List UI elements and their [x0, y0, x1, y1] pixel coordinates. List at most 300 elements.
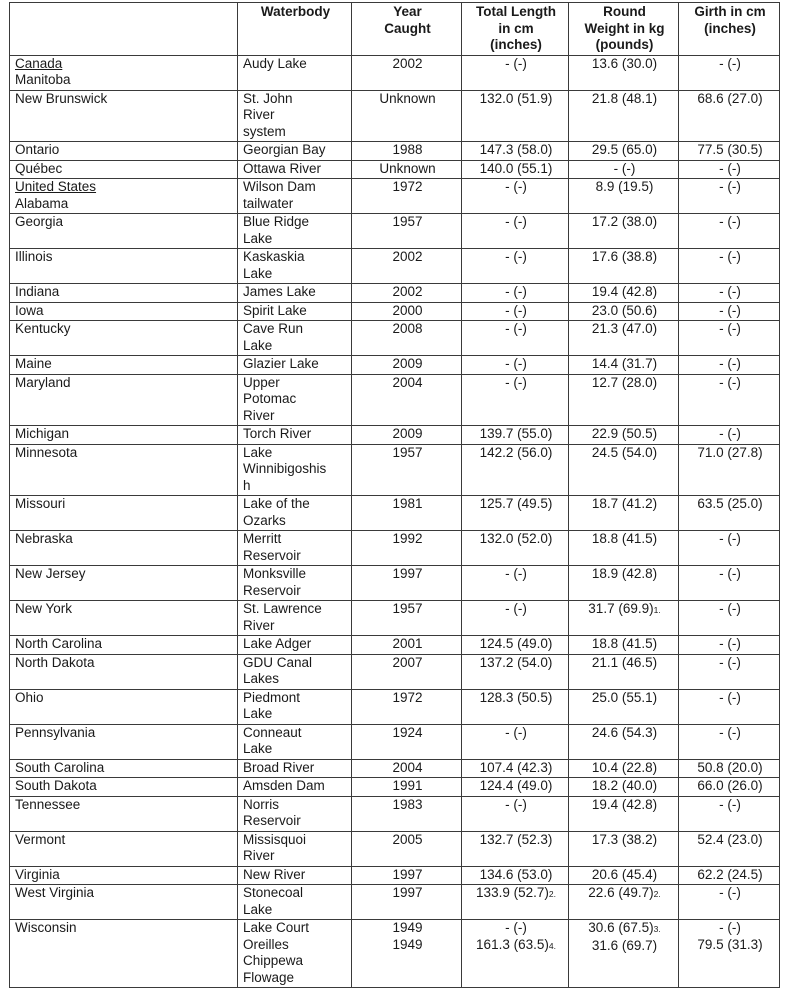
jurisdiction-text: Alabama [15, 195, 69, 211]
girth-cell [679, 356, 780, 375]
table-row [10, 142, 780, 161]
cell-value: 8.9 (19.5) [595, 179, 654, 194]
cell-value: 21.8 (48.1) [591, 90, 658, 106]
girth-cell [679, 90, 780, 142]
cell-line [574, 214, 675, 231]
cell-value: - (-) [719, 566, 741, 581]
jurisdiction-text: Georgia [15, 214, 64, 229]
table-row [10, 374, 780, 426]
cell-line [684, 445, 776, 462]
cell-line [243, 426, 348, 443]
jurisdiction-text: Wisconsin [15, 920, 77, 935]
cell-line [243, 636, 348, 653]
cell-value: 1981 [392, 496, 423, 511]
cell-line [467, 937, 565, 955]
jurisdiction-text: Nebraska [15, 531, 73, 546]
table-row [10, 321, 780, 356]
cell-line [357, 56, 458, 73]
cell-line [357, 778, 458, 795]
cell-line [357, 303, 458, 320]
cell-value: - (-) [719, 284, 741, 299]
total-length-cell [462, 179, 569, 214]
jurisdiction-text: Pennsylvania [15, 724, 96, 740]
cell-value: GDU Canal [243, 654, 313, 670]
cell-line [684, 56, 776, 73]
cell-line [684, 321, 776, 338]
cell-line [574, 566, 675, 583]
jurisdiction-line [15, 249, 234, 266]
cell-line [684, 655, 776, 672]
cell-value: - (-) [719, 796, 741, 812]
round-weight-cell [569, 724, 679, 759]
girth-cell [679, 444, 780, 496]
total-length-cell [462, 866, 569, 885]
cell-value: - (-) [505, 356, 527, 371]
jurisdiction-line [15, 284, 234, 301]
cell-value: Georgian Bay [243, 142, 326, 157]
cell-line [467, 690, 565, 707]
cell-value: 132.7 (52.3) [479, 831, 553, 847]
total-length-cell [462, 321, 569, 356]
cell-value: 124.4 (49.0) [479, 778, 553, 793]
total-length-cell [462, 249, 569, 284]
jurisdiction-cell [10, 601, 238, 636]
cell-value: River [243, 107, 275, 122]
cell-value: Audy Lake [243, 55, 307, 71]
cell-line [243, 321, 348, 338]
girth-cell [679, 374, 780, 426]
cell-line [574, 249, 675, 266]
cell-line [467, 179, 565, 196]
cell-value: 2004 [392, 374, 423, 390]
cell-value: 137.2 (54.0) [479, 654, 553, 670]
cell-line [574, 920, 675, 938]
total-length-cell [462, 426, 569, 445]
cell-value: 50.8 (20.0) [697, 759, 763, 775]
year-caught-cell [352, 778, 462, 797]
jurisdiction-line [15, 655, 234, 672]
round-weight-cell [569, 831, 679, 866]
cell-line [243, 107, 348, 124]
year-caught-cell [352, 55, 462, 90]
round-weight-cell [569, 796, 679, 831]
year-caught-cell [352, 566, 462, 601]
waterbody-cell [238, 179, 352, 214]
cell-value: 18.8 (41.5) [591, 531, 658, 546]
jurisdiction-line [15, 778, 234, 795]
cell-line [467, 91, 565, 108]
cell-line [467, 797, 565, 814]
cell-value: 1957 [392, 444, 423, 460]
round-weight-cell [569, 531, 679, 566]
header-line: (pounds) [595, 37, 654, 52]
cell-line [467, 303, 565, 320]
cell-line [357, 142, 458, 159]
jurisdiction-text: Missouri [15, 496, 66, 511]
cell-line [243, 760, 348, 777]
jurisdiction-line [15, 426, 234, 443]
cell-value: 1949 [392, 936, 423, 952]
year-caught-cell [352, 249, 462, 284]
round-weight-cell [569, 284, 679, 303]
cell-value: 52.4 (23.0) [697, 831, 763, 847]
cell-line [574, 760, 675, 777]
cell-line [243, 778, 348, 795]
cell-value: Lake [243, 706, 273, 721]
cell-value: 139.7 (55.0) [479, 426, 553, 441]
cell-line [243, 142, 348, 159]
cell-value: 21.3 (47.0) [591, 321, 658, 336]
year-caught-cell [352, 444, 462, 496]
table-row [10, 302, 780, 321]
header-line: (inches) [490, 37, 542, 52]
cell-line [243, 214, 348, 231]
cell-line [684, 760, 776, 777]
cell-line [243, 478, 348, 495]
cell-value: - (-) [505, 321, 527, 336]
waterbody-cell [238, 496, 352, 531]
total-length-cell [462, 636, 569, 655]
total-length-cell [462, 160, 569, 179]
jurisdiction-text: New York [15, 601, 73, 616]
cell-line [357, 249, 458, 266]
girth-cell [679, 302, 780, 321]
cell-line [357, 725, 458, 742]
total-length-cell [462, 689, 569, 724]
cell-line [357, 920, 458, 937]
waterbody-cell [238, 724, 352, 759]
cell-line [243, 408, 348, 425]
table-row [10, 885, 780, 920]
jurisdiction-line [15, 214, 234, 231]
cell-line [243, 832, 348, 849]
cell-line [467, 832, 565, 849]
cell-line [574, 938, 675, 955]
jurisdiction-text: North Dakota [15, 654, 95, 670]
girth-cell [679, 321, 780, 356]
table-row [10, 759, 780, 778]
table-row [10, 866, 780, 885]
cell-line [574, 867, 675, 884]
cell-line [243, 566, 348, 583]
cell-value: New River [243, 866, 306, 882]
table-row [10, 249, 780, 284]
cell-line [684, 885, 776, 902]
cell-line [574, 142, 675, 159]
table-row [10, 920, 780, 988]
cell-value: 12.7 (28.0) [591, 374, 658, 390]
header-line: Girth in cm [694, 4, 766, 19]
jurisdiction-cell [10, 796, 238, 831]
year-caught-cell [352, 160, 462, 179]
cell-value: Lake [243, 337, 273, 353]
cell-value: 1924 [392, 724, 423, 740]
cell-line [684, 179, 776, 196]
cell-line [357, 284, 458, 301]
jurisdiction-cell [10, 689, 238, 724]
round-weight-cell [569, 759, 679, 778]
cell-line [243, 391, 348, 408]
girth-cell [679, 724, 780, 759]
cell-value: 2001 [392, 636, 423, 651]
cell-value: Unknown [379, 160, 436, 176]
round-weight-cell [569, 302, 679, 321]
waterbody-cell [238, 356, 352, 375]
girth-cell [679, 759, 780, 778]
year-caught-cell [352, 284, 462, 303]
cell-value: Kaskaskia [243, 249, 305, 264]
year-caught-cell [352, 885, 462, 920]
waterbody-cell [238, 601, 352, 636]
jurisdiction-line [15, 832, 234, 849]
cell-value: Upper [243, 374, 280, 390]
cell-value: 10.4 (22.8) [591, 759, 658, 775]
year-caught-cell [352, 689, 462, 724]
cell-line [574, 797, 675, 814]
jurisdiction-text: Virginia [15, 866, 60, 882]
footnote-marker: 1. [653, 605, 661, 615]
table-row [10, 531, 780, 566]
cell-value: 2009 [392, 426, 423, 441]
cell-value: 71.0 (27.8) [697, 444, 763, 460]
cell-value: - (-) [505, 920, 527, 935]
table-row [10, 160, 780, 179]
cell-line [574, 161, 675, 178]
cell-line [243, 56, 348, 73]
waterbody-cell [238, 444, 352, 496]
cell-line [243, 338, 348, 355]
cell-value: - (-) [505, 601, 527, 616]
footnote-marker: 4. [548, 940, 556, 951]
round-weight-cell [569, 249, 679, 284]
cell-value: - (-) [719, 374, 741, 390]
cell-line [243, 601, 348, 618]
cell-line [574, 725, 675, 742]
jurisdiction-cell [10, 374, 238, 426]
waterbody-cell [238, 566, 352, 601]
jurisdiction-text: South Dakota [15, 778, 97, 793]
cell-line [574, 91, 675, 108]
cell-value: 24.5 (54.0) [591, 444, 658, 460]
year-caught-header [352, 3, 462, 56]
total-length-cell [462, 142, 569, 161]
total-length-cell [462, 55, 569, 90]
total-length-cell [462, 724, 569, 759]
round-weight-cell [569, 321, 679, 356]
cell-line [243, 848, 348, 865]
cell-value: Lake [243, 741, 273, 756]
cell-line [243, 902, 348, 919]
cell-line [243, 618, 348, 635]
cell-line [467, 356, 565, 373]
girth-cell [679, 531, 780, 566]
cell-line [243, 266, 348, 283]
table-row [10, 214, 780, 249]
jurisdiction-line [15, 920, 234, 937]
jurisdiction-text: Minnesota [15, 444, 78, 460]
cell-value: 13.6 (30.0) [591, 55, 658, 71]
jurisdiction-cell [10, 866, 238, 885]
cell-line [467, 496, 565, 513]
cell-line [684, 937, 776, 954]
cell-line [357, 161, 458, 178]
cell-value: 132.0 (51.9) [479, 90, 553, 106]
jurisdiction-cell [10, 531, 238, 566]
cell-value: 140.0 (55.1) [479, 160, 553, 176]
cell-line [357, 867, 458, 884]
table-row [10, 831, 780, 866]
jurisdiction-cell [10, 920, 238, 988]
cell-line [243, 161, 348, 178]
round-weight-cell [569, 160, 679, 179]
waterbody-cell [238, 374, 352, 426]
cell-value: 62.2 (24.5) [697, 866, 763, 882]
cell-value: Broad River [243, 759, 315, 775]
cell-line [467, 778, 565, 795]
cell-value: - (-) [719, 920, 741, 935]
cell-value: system [243, 123, 286, 139]
cell-line [243, 920, 348, 937]
table-row [10, 724, 780, 759]
waterbody-cell [238, 531, 352, 566]
cell-value: - (-) [719, 636, 741, 651]
cell-value: - (-) [505, 302, 527, 318]
cell-line [684, 601, 776, 618]
cell-value: h [243, 477, 251, 493]
cell-value: Winnibigoshis [243, 461, 327, 476]
cell-line [574, 426, 675, 443]
cell-value: 1997 [392, 885, 423, 900]
cell-value: 18.9 (42.8) [591, 566, 658, 581]
footnote-marker: 2. [653, 889, 661, 899]
cell-value: Lake [243, 230, 273, 246]
round-weight-cell [569, 90, 679, 142]
round-weight-cell [569, 426, 679, 445]
cell-line [243, 725, 348, 742]
cell-line [357, 496, 458, 513]
girth-cell [679, 426, 780, 445]
cell-line [574, 496, 675, 513]
cell-value: - (-) [505, 214, 527, 229]
cell-value: 133.9 (52.7) [476, 885, 549, 900]
cell-value: - (-) [719, 531, 741, 546]
cell-value: - (-) [719, 356, 741, 371]
header-line: Waterbody [260, 4, 331, 19]
cell-line [684, 566, 776, 583]
cell-value: 77.5 (30.5) [697, 142, 763, 157]
jurisdiction-line [15, 303, 234, 320]
total-length-cell [462, 302, 569, 321]
jurisdiction-text: Michigan [15, 426, 70, 441]
jurisdiction-cell [10, 724, 238, 759]
cell-line [684, 797, 776, 814]
cell-line [684, 920, 776, 937]
cell-value: 2009 [392, 356, 423, 371]
cell-value: Lake [243, 265, 273, 281]
cell-line [243, 124, 348, 141]
cell-line [357, 636, 458, 653]
cell-line [243, 741, 348, 758]
cell-line [243, 513, 348, 530]
girth-cell [679, 885, 780, 920]
header-line: in cm [498, 20, 534, 36]
year-caught-cell [352, 142, 462, 161]
cell-line [243, 284, 348, 301]
total-length-cell [462, 374, 569, 426]
cell-value: 63.5 (25.0) [697, 496, 763, 511]
jurisdiction-text: North Carolina [15, 636, 103, 651]
cell-value: Cave Run [243, 321, 304, 336]
cell-value: 22.6 (49.7) [588, 885, 654, 900]
header-line: Year [393, 4, 422, 19]
waterbody-cell [238, 321, 352, 356]
cell-value: 21.1 (46.5) [591, 654, 658, 670]
cell-value: River [243, 617, 275, 633]
jurisdiction-line [15, 531, 234, 548]
total-length-cell [462, 90, 569, 142]
cell-value: 1992 [392, 531, 423, 546]
cell-value: 124.5 (49.0) [479, 636, 553, 651]
cell-value: 17.2 (38.0) [591, 214, 658, 229]
cell-value: 2008 [392, 321, 423, 336]
jurisdiction-line [15, 760, 234, 777]
cell-line [684, 375, 776, 392]
cell-value: 31.6 (69.7) [591, 937, 658, 953]
cell-line [467, 566, 565, 583]
total-length-cell [462, 885, 569, 920]
cell-line [574, 778, 675, 795]
cell-value: 18.8 (41.5) [591, 636, 658, 651]
cell-line [357, 445, 458, 462]
cell-value: Lake of the [243, 496, 310, 511]
table-row [10, 444, 780, 496]
cell-value: 17.6 (38.8) [591, 249, 658, 264]
cell-value: 2002 [392, 284, 423, 299]
cell-line [684, 284, 776, 301]
cell-line [243, 953, 348, 970]
record-table [9, 2, 780, 988]
girth-cell [679, 601, 780, 636]
table-row [10, 284, 780, 303]
jurisdiction-cell [10, 55, 238, 90]
jurisdiction-cell [10, 356, 238, 375]
jurisdiction-cell [10, 636, 238, 655]
cell-line [467, 601, 565, 618]
header-line: Caught [384, 20, 431, 36]
cell-line [243, 671, 348, 688]
cell-line [243, 196, 348, 213]
table-header-row [10, 3, 780, 56]
round-weight-cell [569, 444, 679, 496]
jurisdiction-line [15, 356, 234, 373]
jurisdiction-text: Iowa [15, 302, 44, 318]
cell-value: 1997 [392, 866, 423, 882]
round-weight-cell [569, 566, 679, 601]
waterbody-cell [238, 759, 352, 778]
cell-line [467, 531, 565, 548]
year-caught-cell [352, 636, 462, 655]
header-line [15, 4, 234, 21]
cell-value: 2007 [392, 654, 423, 670]
jurisdiction-line [15, 56, 234, 73]
waterbody-cell [238, 831, 352, 866]
round-weight-cell [569, 636, 679, 655]
cell-value: 1997 [392, 566, 423, 581]
round-weight-cell [569, 654, 679, 689]
cell-line [684, 91, 776, 108]
cell-value: 30.6 (67.5) [588, 920, 654, 935]
waterbody-cell [238, 55, 352, 90]
